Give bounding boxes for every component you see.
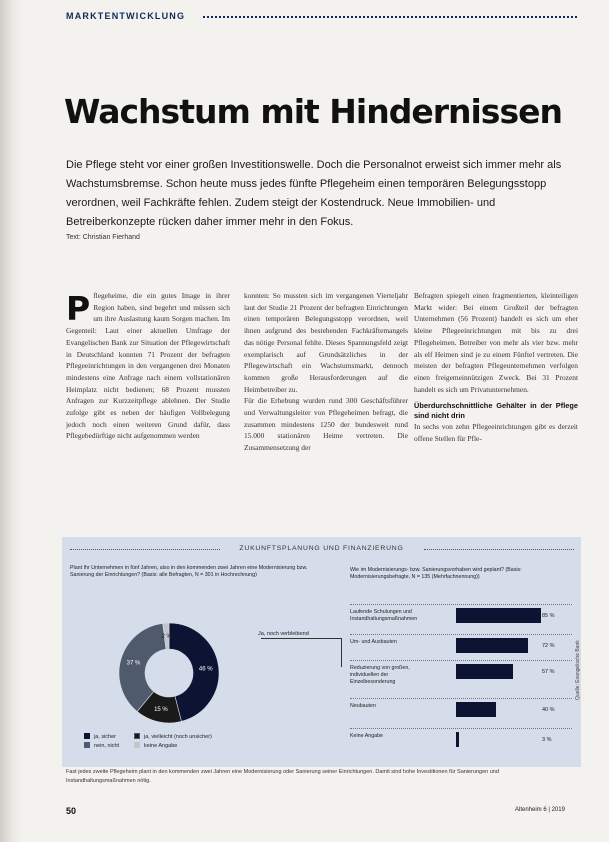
connector-label: Ja, noch verbleibend xyxy=(258,631,309,637)
legend-swatch xyxy=(134,733,140,739)
page-number: 50 xyxy=(66,806,77,816)
section-dotted-rule xyxy=(203,16,577,18)
infobox-rule-right xyxy=(424,549,574,550)
legend-item-4 xyxy=(134,742,177,749)
donut-question: Plant Ihr Unternehmen in fünf Jahren, also in den kommenden zwei Jahren eine Modernisierung bzw. Sanierung der Einrichtungen? (Basis: alle Befragten, N = 301 in Hochrechnung) xyxy=(70,565,308,579)
bar-2 xyxy=(456,638,528,653)
donut-label-4: 2 % xyxy=(161,634,172,641)
chart-connector-line xyxy=(261,638,342,667)
bar-value-label: 40 % xyxy=(542,707,555,713)
bar-value-label: 85 % xyxy=(542,613,555,619)
bar-1 xyxy=(456,608,541,623)
bar-row-separator xyxy=(350,728,572,729)
bar-5 xyxy=(456,732,459,747)
legend-swatch xyxy=(84,742,90,748)
column-1-text: flegeheime, die ein gutes Image in ihrer Region haben, sind begehrt und müssen sich um ihre Auslastung kaum Sorgen machen. Im Gegenteil: Laut einer aktuellen Umfrage der Evangelischen Bank zur Situation der Pflegewirtschaft in Deutschland konnten 71 Prozent der befragten Pflegeeinrichtungen in den vergangenen drei Monaten mindestens eine Anfrage nach einem vollstationären Heimplatz nicht bedienen; 68 Prozent mussten Anfragen zur Kurzzeitpflege ablehnen. Der Studie zufolge gibt es neben der häufigen Vollbelegung jedoch noch einen weiteren Grund dafür, dass Pflegebedürftige nicht aufgenommen werden xyxy=(66,291,230,441)
donut-label-3: 37 % xyxy=(126,660,141,667)
text-column-2 xyxy=(244,290,408,502)
column-2-text-b: Für die Erhebung wurden rund 300 Geschäftsführer und Verwaltungsleiter von Pflegeheimen befragt, die zusammen mindestens 1250 der bundesweit rund 15.000 stationären Heime vertreten. Die Zusammensetzung der xyxy=(244,396,408,453)
bar-value-label: 57 % xyxy=(542,669,555,675)
article-title: Wachstum mit Hindernissen xyxy=(64,92,562,131)
column-3-text: Befragten spiegelt einen fragmentierten, kleinteiligen Markt wider: Bei einem Großteil der befragten Unternehmen (56 Prozent) handelt es sich um eher kleine Pflegeeinrichtungen mit bis zu drei Pflegeheimen. Betreiber von mehr als vier bzw. mehr als elf Heimen sind je zu einem Fünftel vertreten. Die meisten der befragten Pflegeunternehmen verfolgen einen freigemeinnützigen Zweck. Bei 31 Prozent handelt es sich um Privatunternehmen. xyxy=(414,291,578,394)
text-column-3 xyxy=(414,290,578,502)
bar-category-label: Um- und Ausbauten xyxy=(350,639,397,645)
legend-item-2 xyxy=(134,733,212,740)
bar-row-separator xyxy=(350,660,572,661)
bar-3 xyxy=(456,664,513,679)
legend-label: ja, sicher xyxy=(94,734,117,740)
bar-value-label: 3 % xyxy=(542,737,552,743)
donut-label-1: 46 % xyxy=(198,666,213,673)
legend-label: ja, vielleicht (noch unsicher) xyxy=(144,734,212,740)
bar-category-label: Keine Angabe xyxy=(350,733,383,739)
magazine-footer: Altenheim 6 | 2019 xyxy=(515,807,565,813)
section-label: MARKTENTWICKLUNG xyxy=(66,11,186,21)
text-column-1 xyxy=(66,290,230,502)
bar-row-separator xyxy=(350,634,572,635)
infobox xyxy=(62,537,581,767)
bar-value-label: 72 % xyxy=(542,643,555,649)
legend-item-1 xyxy=(84,733,116,740)
figure-caption: Fast jedes zweite Pflegeheim plant in den kommenden zwei Jahren eine Modernisierung oder Sanierung seiner Einrichtungen. Damit sind hohe Investitionen für Sanierungen und Instandhaltungsmaßnahmen nötig. xyxy=(66,769,499,784)
bar-4 xyxy=(456,702,496,717)
bar-category-label: Neubauten xyxy=(350,703,376,709)
legend-swatch xyxy=(134,742,140,748)
article-byline: Text: Christian Fierhand xyxy=(66,234,140,241)
column-3-subhead: Überdurchschnittliche Gehälter in der Pflege sind nicht drin xyxy=(414,401,578,421)
bar-category-label: Reduzierung von großen, individuellen der Einzelbesonderung xyxy=(350,665,410,685)
legend-label: nein, nicht xyxy=(94,743,120,749)
infobox-title: ZUKUNFTSPLANUNG UND FINANZIERUNG xyxy=(239,545,404,552)
side-credit: Quelle: Evangelische Bank xyxy=(575,640,581,700)
legend-item-3 xyxy=(84,742,119,749)
drop-cap: P xyxy=(66,290,91,328)
legend-label: keine Angabe xyxy=(144,743,178,749)
bar-row-separator xyxy=(350,604,572,605)
donut-chart xyxy=(117,621,221,725)
bar-row-separator xyxy=(350,698,572,699)
legend-swatch xyxy=(84,733,90,739)
article-lead: Die Pflege steht vor einer großen Investitionswelle. Doch die Personalnot erweist sich immer mehr als Wachstumsbremse. Schon heute muss jedes fünfte Pflegeheim einen temporären Belegungsstopp verordnen, weil Fachkräfte fehlen. Zudem steigt der Kostendruck. Neue Immobilien- und Betreiberkonzepte rücken daher immer mehr in den Fokus. xyxy=(66,159,562,228)
bar-category-label: Laufende Schulungen und Instandhaltungsmaßnahmen xyxy=(350,609,418,622)
bar-question: Wie im Modernisierungs- bzw. Sanierungsvorhaben wird geplant? (Basis: Modernisierungsbefragte, N = 135 (Mehrfachnennung)) xyxy=(350,567,522,581)
column-3-text-b: In sechs von zehn Pflegeeinrichtungen gibt es derzeit offene Stellen für Pfle- xyxy=(414,422,578,444)
column-2-text: konnten: So mussten sich im vergangenen Vierteljahr laut der Studie 21 Prozent der befragten Einrichtungen einen temporären Belegungsstopp verordnen, weil ihnen aufgrund des bestehenden Fachkräftemangels das nötige Personal fehlte. Dieses Spannungsfeld zeigt exemplarisch auf Grundsätzliches in der Pflegewirtschaft ein Wachstumsmarkt, dennoch kommen große Herausforderungen auf die Heimbetreiber zu. xyxy=(244,291,408,394)
donut-label-2: 15 % xyxy=(154,707,168,714)
page-spine xyxy=(0,0,22,842)
